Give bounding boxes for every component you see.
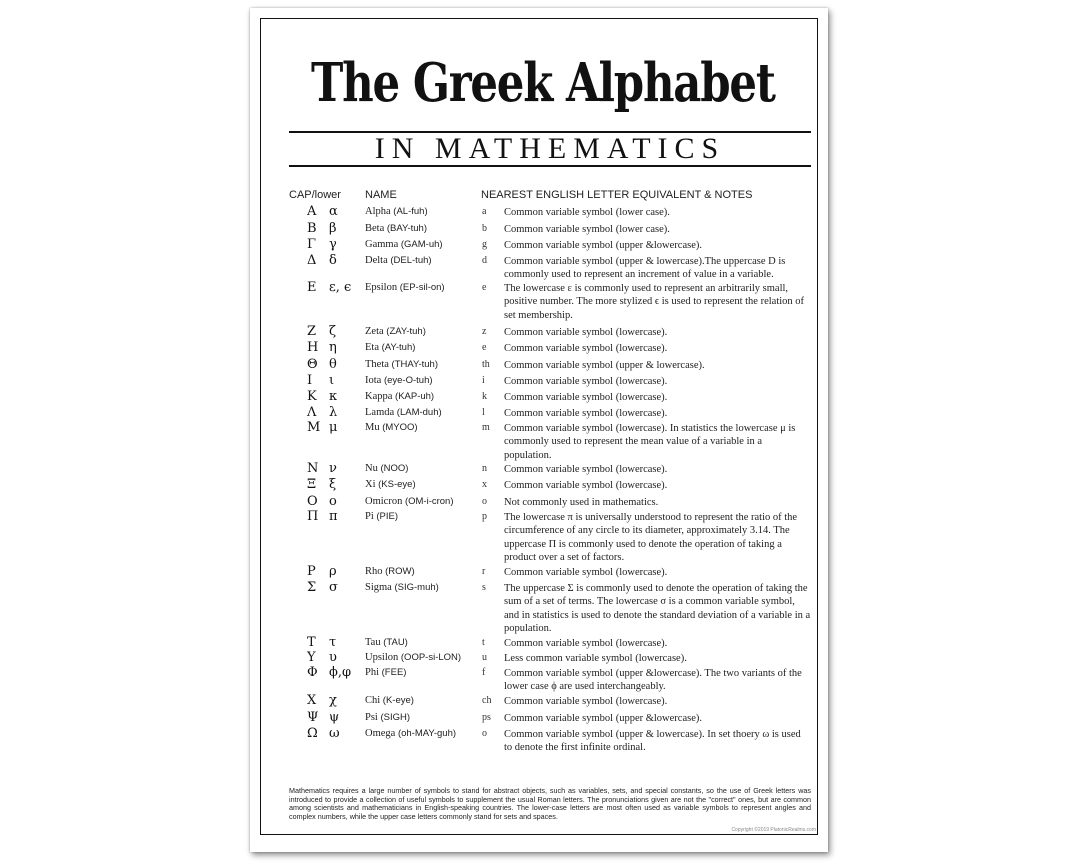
copyright: Copyright ©2019 PlatonicRealms.com: [731, 827, 816, 833]
letter-notes: Common variable symbol (upper & lowercase).: [504, 360, 705, 371]
english-equivalent: e: [482, 282, 487, 293]
lowercase-letter: κ: [329, 389, 338, 404]
lowercase-letter: ω: [329, 726, 340, 741]
letter-name-text: Chi: [365, 695, 381, 706]
lowercase-letter: τ: [329, 635, 337, 650]
letter-name: [365, 375, 433, 386]
lowercase-letter: ο: [329, 494, 337, 509]
letter-name-text: Delta: [365, 255, 388, 266]
capital-letter: Λ: [307, 405, 317, 420]
letter-name-text: Pi: [365, 511, 374, 522]
pronunciation: (eye-O-tuh): [383, 375, 433, 386]
letter-name: [365, 728, 456, 739]
letter-name-text: Phi: [365, 667, 380, 678]
pronunciation: (BAY-tuh): [386, 223, 428, 234]
english-equivalent: d: [482, 255, 487, 266]
english-equivalent: x: [482, 479, 487, 490]
capital-letter: Ο: [307, 494, 318, 509]
english-equivalent: r: [482, 566, 486, 577]
letter-name-text: Theta: [365, 359, 389, 370]
lowercase-letter: θ: [329, 357, 337, 372]
english-equivalent: k: [482, 391, 487, 402]
lowercase-letter: ι: [329, 373, 335, 388]
letter-name-text: Epsilon: [365, 282, 398, 293]
capital-letter: Φ: [307, 665, 318, 680]
english-equivalent: ch: [482, 695, 492, 706]
pronunciation: (OM-i-cron): [404, 496, 454, 507]
pronunciation: (DEL-tuh): [390, 255, 432, 266]
english-equivalent: t: [482, 637, 485, 648]
letter-name-text: Omicron: [365, 496, 403, 507]
letter-name: [365, 255, 432, 266]
english-equivalent: g: [482, 239, 487, 250]
english-equivalent: s: [482, 582, 486, 593]
letter-name: [365, 326, 426, 337]
letter-name-text: Eta: [365, 342, 379, 353]
lowercase-letter: ξ: [329, 477, 337, 492]
letter-notes: Common variable symbol (upper & lowercase).The uppercase D is commonly used to represent an increment of value in a variable.: [504, 256, 786, 281]
capital-letter: Β: [307, 221, 317, 236]
letter-notes: Common variable symbol (lowercase).: [504, 376, 668, 387]
letter-name: [365, 206, 428, 217]
english-equivalent: a: [482, 206, 487, 217]
pronunciation: (oh-MAY-guh): [397, 728, 457, 739]
letter-name: [365, 566, 415, 577]
lowercase-letter: ε, ϵ: [329, 280, 352, 295]
letter-name-text: Sigma: [365, 582, 392, 593]
letter-notes: Common variable symbol (lowercase).: [504, 408, 668, 419]
capital-letter: Ν: [307, 461, 319, 476]
lowercase-letter: σ: [329, 580, 338, 595]
letter-name: [365, 422, 418, 433]
letter-notes: Common variable symbol (lowercase).: [504, 464, 668, 475]
lowercase-letter: ρ: [329, 564, 337, 579]
capital-letter: Υ: [307, 650, 316, 665]
capital-letter: Ξ: [307, 477, 317, 492]
english-equivalent: l: [482, 407, 485, 418]
capital-letter: Ω: [307, 726, 318, 741]
lowercase-letter: ψ: [329, 710, 340, 725]
lowercase-letter: ζ: [329, 324, 337, 339]
letter-name: [365, 463, 408, 474]
pronunciation: (LAM-duh): [396, 407, 442, 418]
letter-name-text: Xi: [365, 479, 376, 490]
poster-frame: [260, 18, 818, 835]
lowercase-letter: π: [329, 509, 338, 524]
letter-name: [365, 652, 461, 663]
letter-notes: The lowercase π is universally understood to represent the ratio of the circumference of any circle to its diameter, approximately 3.14. The uppercase Π is commonly used to denote the operation of taking a product over a set of factors.: [504, 512, 798, 563]
footer-note: Mathematics requires a large number of symbols to stand for abstract objects, such as variables, sets, and special constants, so the use of Greek letters was introduced to provide a collection of useful symbols to supplement the usual Roman letters. The pronunciations given are not the "correct" ones, but are common among scientists and mathematicians in English-speaking countries. The lower-case letters are most often used as variable symbols to represent angles and complex numbers, while the upper case letters commonly stand for sets and spaces.: [289, 786, 811, 821]
letter-notes: Common variable symbol (lowercase). In statistics the lowercase μ is commonly used to represent the mean value of a variable in a population.: [504, 423, 796, 461]
header-notes: NEAREST ENGLISH LETTER EQUIVALENT & NOTES: [481, 189, 753, 201]
capital-letter: Ε: [307, 280, 317, 295]
letter-name: [365, 496, 454, 507]
letter-name-text: Alpha: [365, 206, 391, 217]
letter-name: [365, 511, 398, 522]
subtitle-rule-bottom: [289, 165, 811, 167]
lowercase-letter: λ: [329, 405, 338, 420]
letter-name-text: Zeta: [365, 326, 384, 337]
pronunciation: (PIE): [376, 511, 399, 522]
english-equivalent: b: [482, 223, 487, 234]
capital-letter: Θ: [307, 357, 318, 372]
letter-name: [365, 582, 439, 593]
pronunciation: (GAM-uh): [400, 239, 443, 250]
pronunciation: (SIGH): [380, 712, 411, 723]
poster: [250, 8, 828, 852]
header-name: NAME: [365, 189, 397, 201]
letter-notes: Common variable symbol (lowercase).: [504, 567, 668, 578]
lowercase-letter: α: [329, 204, 338, 219]
pronunciation: (AY-tuh): [381, 342, 416, 353]
english-equivalent: i: [482, 375, 485, 386]
letter-name-text: Nu: [365, 463, 378, 474]
capital-letter: Η: [307, 340, 319, 355]
english-equivalent: z: [482, 326, 487, 337]
letter-notes: The uppercase Σ is commonly used to denote the operation of taking the sum of a set of terms. The lowercase σ is a common variable symbol, and in statistics is used to denote the standard deviation of a variable in a population.: [504, 583, 811, 634]
capital-letter: Δ: [307, 253, 317, 268]
english-equivalent: e: [482, 342, 487, 353]
pronunciation: (FEE): [381, 667, 407, 678]
letter-name-text: Tau: [365, 637, 381, 648]
letter-notes: Common variable symbol (upper & lowercase). In set thoery ω is used to denote the first infinite ordinal.: [504, 729, 801, 754]
letter-name-text: Lamda: [365, 407, 395, 418]
letter-name: [365, 695, 414, 706]
english-equivalent: p: [482, 511, 487, 522]
letter-name: [365, 479, 416, 490]
letter-name: [365, 391, 434, 402]
letter-name: [365, 667, 406, 678]
english-equivalent: o: [482, 728, 487, 739]
pronunciation: (THAY-tuh): [391, 359, 438, 370]
letter-notes: Less common variable symbol (lowercase).: [504, 653, 687, 664]
english-equivalent: n: [482, 463, 487, 474]
letter-name-text: Upsilon: [365, 652, 399, 663]
letter-name-text: Mu: [365, 422, 380, 433]
english-equivalent: m: [482, 422, 490, 433]
letter-notes: Common variable symbol (lower case).: [504, 224, 670, 235]
pronunciation: (K-eye): [382, 695, 414, 706]
letter-notes: The lowercase ε is commonly used to represent an arbitrarily small, positive number. The more stylized ϵ is used to represent the relation of set membership.: [504, 283, 805, 321]
capital-letter: Α: [307, 204, 317, 219]
pronunciation: (OOP-si-LON): [400, 652, 462, 663]
letter-name: [365, 223, 427, 234]
capital-letter: Ι: [307, 373, 313, 388]
letter-notes: Common variable symbol (upper &lowercase).: [504, 240, 702, 251]
letter-notes: Common variable symbol (lower case).: [504, 207, 670, 218]
lowercase-letter: β: [329, 221, 337, 236]
english-equivalent: ps: [482, 712, 491, 723]
letter-notes: Common variable symbol (upper &lowercase).: [504, 713, 702, 724]
lowercase-letter: ϕ,φ: [329, 665, 352, 680]
lowercase-letter: γ: [329, 237, 337, 252]
capital-letter: Ζ: [307, 324, 317, 339]
letter-notes: Common variable symbol (lowercase).: [504, 638, 668, 649]
pronunciation: (ROW): [385, 566, 415, 577]
letter-name-text: Beta: [365, 223, 385, 234]
letter-notes: Not commonly used in mathematics.: [504, 497, 659, 508]
letter-name-text: Gamma: [365, 239, 399, 250]
letter-name: [365, 637, 408, 648]
capital-letter: Χ: [307, 693, 317, 708]
poster-subtitle: IN MATHEMATICS: [374, 132, 726, 165]
capital-letter: Ψ: [307, 710, 319, 725]
capital-letter: Κ: [307, 389, 317, 404]
header-cap-lower: CAP/lower: [289, 189, 341, 201]
letter-notes: Common variable symbol (lowercase).: [504, 392, 668, 403]
letter-name: [365, 407, 442, 418]
letter-name-text: Kappa: [365, 391, 393, 402]
pronunciation: (MYOO): [382, 422, 418, 433]
letter-notes: Common variable symbol (lowercase).: [504, 327, 668, 338]
letter-notes: Common variable symbol (lowercase).: [504, 343, 668, 354]
letter-name-text: Rho: [365, 566, 383, 577]
lowercase-letter: μ: [329, 420, 338, 435]
letter-name-text: Iota: [365, 375, 382, 386]
letter-name: [365, 239, 443, 250]
lowercase-letter: ν: [329, 461, 337, 476]
capital-letter: Ρ: [307, 564, 316, 579]
lowercase-letter: δ: [329, 253, 337, 268]
pronunciation: (KAP-uh): [395, 391, 435, 402]
letter-notes: Common variable symbol (lowercase).: [504, 696, 668, 707]
letter-name-text: Omega: [365, 728, 396, 739]
pronunciation: (TAU): [383, 637, 408, 648]
capital-letter: Γ: [307, 237, 317, 252]
capital-letter: Τ: [307, 635, 316, 650]
pronunciation: (EP-sil-on): [399, 282, 445, 293]
pronunciation: (KS-eye): [378, 479, 416, 490]
letter-name: [365, 712, 410, 723]
letter-name: [365, 342, 415, 353]
pronunciation: (NOO): [380, 463, 409, 474]
letter-name: [365, 359, 438, 370]
lowercase-letter: υ: [329, 650, 337, 665]
english-equivalent: o: [482, 496, 487, 507]
pronunciation: (AL-fuh): [393, 206, 428, 217]
capital-letter: Σ: [307, 580, 317, 595]
english-equivalent: th: [482, 359, 490, 370]
pronunciation: (SIG-muh): [394, 582, 439, 593]
capital-letter: Μ: [307, 420, 321, 435]
pronunciation: (ZAY-tuh): [386, 326, 426, 337]
letter-notes: Common variable symbol (lowercase).: [504, 480, 668, 491]
letter-name-text: Psi: [365, 712, 378, 723]
poster-title: The Greek Alphabet: [311, 52, 775, 114]
letter-name: [365, 282, 445, 293]
lowercase-letter: η: [329, 340, 337, 355]
english-equivalent: u: [482, 652, 487, 663]
letter-notes: Common variable symbol (upper &lowercase). The two variants of the lower case ϕ are used interchangeably.: [504, 668, 802, 693]
capital-letter: Π: [307, 509, 319, 524]
english-equivalent: f: [482, 667, 486, 678]
lowercase-letter: χ: [329, 693, 337, 708]
